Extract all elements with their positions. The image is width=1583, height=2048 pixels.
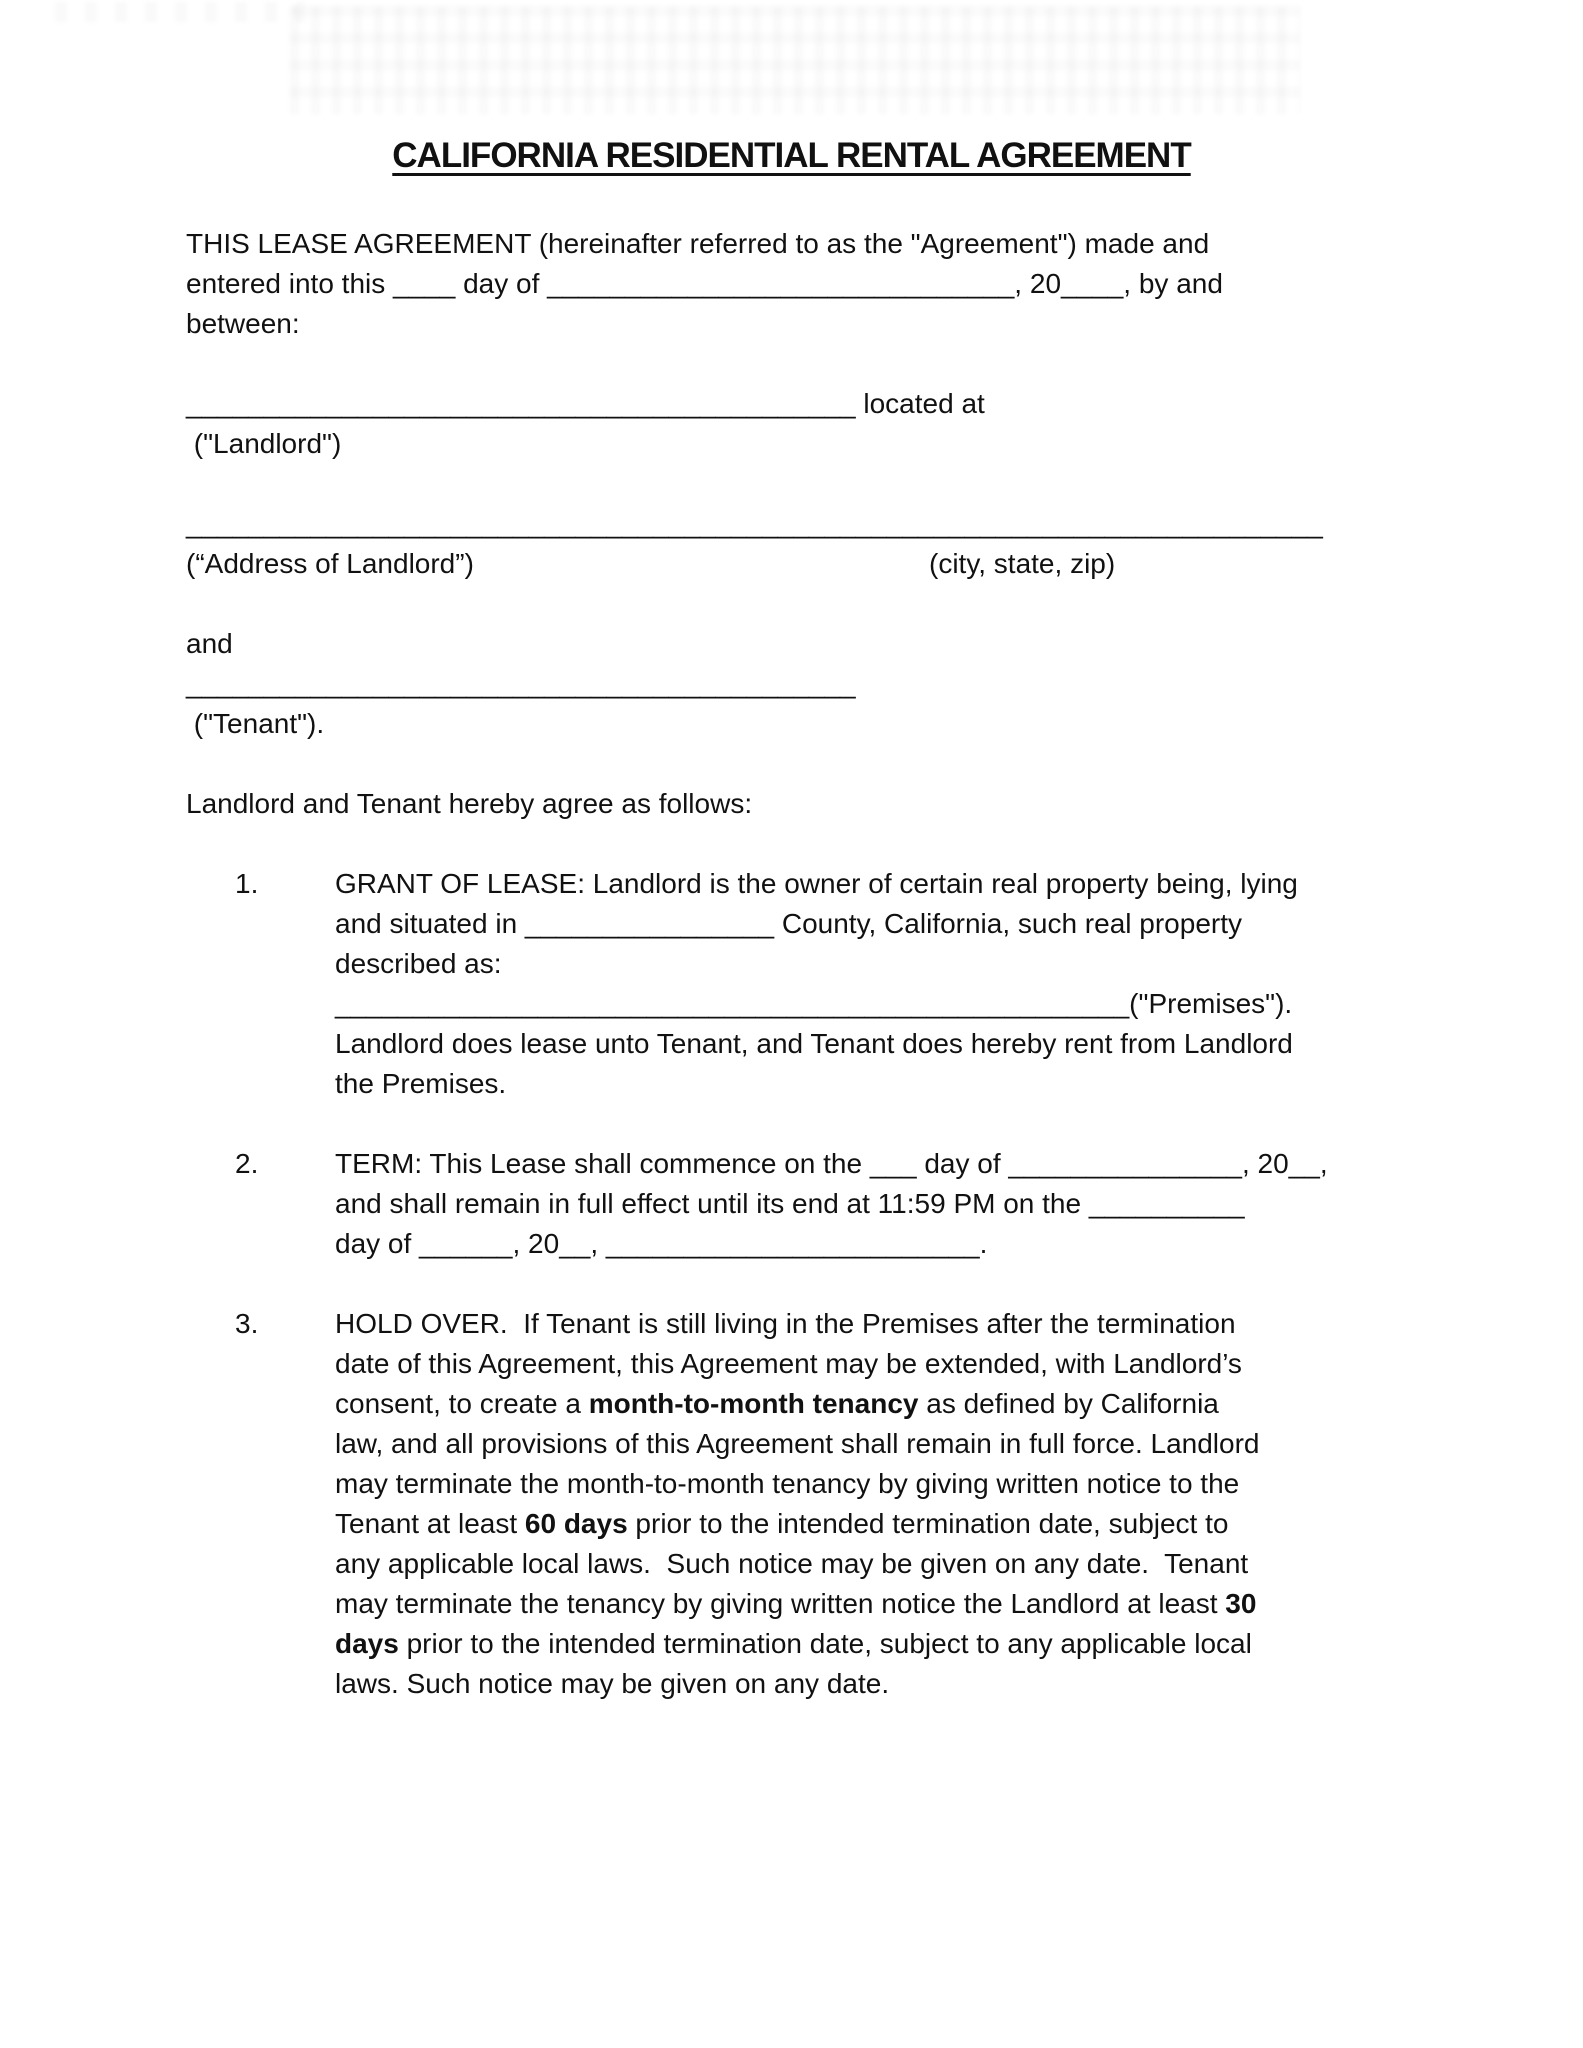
text-segment: HOLD OVER. If Tenant is still living in the Premises after the termination bbox=[335, 1308, 1236, 1339]
text-segment: and situated in ________________ County, California, such real property bbox=[335, 908, 1242, 939]
landlord-name-section bbox=[186, 384, 1583, 464]
document-title: CALIFORNIA RESIDENTIAL RENTAL AGREEMENT bbox=[392, 136, 1191, 175]
text-segment: GRANT OF LEASE: Landlord is the owner of certain real property being, lying bbox=[335, 868, 1298, 899]
bold-text: 60 days bbox=[524, 1508, 628, 1539]
item-term bbox=[235, 1144, 1583, 1264]
doc-line bbox=[335, 984, 1298, 1024]
doc-line bbox=[335, 1384, 1260, 1424]
doc-line bbox=[186, 784, 1583, 824]
doc-line bbox=[335, 1064, 1298, 1104]
text-segment: ___________________________________________ bbox=[186, 668, 856, 699]
item-number: 3. bbox=[235, 1308, 259, 1339]
doc-line bbox=[335, 1344, 1260, 1384]
landlord-address-section bbox=[186, 504, 1583, 584]
bold-text: days bbox=[335, 1628, 399, 1659]
scan-artifact-corner bbox=[55, 2, 305, 22]
text-segment: law, and all provisions of this Agreement shall remain in full force. Landlord bbox=[335, 1428, 1260, 1459]
text-segment: between: bbox=[186, 308, 300, 339]
text-segment: any applicable local laws. Such notice may be given on any date. Tenant bbox=[335, 1548, 1249, 1579]
agreement-clause-lead-in bbox=[186, 784, 1583, 824]
text-segment: and bbox=[186, 628, 233, 659]
doc-line bbox=[335, 1144, 1328, 1184]
text-segment: prior to the intended termination date, subject to bbox=[627, 1508, 1229, 1539]
doc-line bbox=[186, 424, 1583, 464]
text-segment: day of ______, 20__, ________________________. bbox=[335, 1228, 988, 1259]
tenant-name-section bbox=[186, 624, 1583, 744]
text-segment: Tenant at least bbox=[335, 1508, 525, 1539]
doc-line bbox=[335, 1544, 1260, 1584]
doc-line bbox=[335, 1584, 1260, 1624]
item-grant-of-lease bbox=[235, 864, 1583, 1104]
text-segment: laws. Such notice may be given on any date. bbox=[335, 1668, 890, 1699]
scan-artifact-watermark bbox=[290, 6, 1300, 114]
bold-text: 30 bbox=[1225, 1588, 1257, 1619]
doc-line bbox=[186, 504, 1583, 544]
text-segment: ___________________________________________________("Premises"). bbox=[335, 988, 1293, 1019]
doc-line bbox=[335, 1304, 1260, 1344]
intro-paragraph bbox=[186, 224, 1583, 344]
bold-text: month-to-month tenancy bbox=[588, 1388, 919, 1419]
doc-line bbox=[335, 1424, 1260, 1464]
text-segment: may terminate the month-to-month tenancy by giving written notice to the bbox=[335, 1468, 1240, 1499]
text-segment: ("Landlord") bbox=[186, 428, 342, 459]
text-segment: _________________________________________________________________________ bbox=[186, 508, 1323, 539]
doc-line bbox=[186, 664, 1583, 704]
text-segment: entered into this ____ day of ______________________________, 20____, by and bbox=[186, 268, 1223, 299]
doc-line bbox=[186, 304, 1583, 344]
doc-line bbox=[186, 624, 1583, 664]
text-segment: prior to the intended termination date, subject to any applicable local bbox=[398, 1628, 1252, 1659]
doc-line bbox=[335, 904, 1298, 944]
text-segment: THIS LEASE AGREEMENT (hereinafter referred to as the "Agreement") made and bbox=[186, 228, 1210, 259]
doc-line bbox=[335, 1184, 1328, 1224]
doc-line bbox=[335, 1464, 1260, 1504]
text-segment: ___________________________________________ located at bbox=[186, 388, 985, 419]
doc-line bbox=[186, 544, 1583, 584]
text-segment: (city, state, zip) bbox=[929, 548, 1116, 579]
doc-line bbox=[186, 224, 1583, 264]
text-segment: ("Tenant"). bbox=[186, 708, 325, 739]
text-segment: and shall remain in full effect until its end at 11:59 PM on the __________ bbox=[335, 1188, 1245, 1219]
text-segment: as defined by California bbox=[918, 1388, 1219, 1419]
item-text bbox=[335, 864, 1298, 1104]
item-text bbox=[335, 1304, 1260, 1704]
item-number: 2. bbox=[235, 1148, 259, 1179]
document-body bbox=[186, 224, 1583, 1704]
text-segment: described as: bbox=[335, 948, 502, 979]
text-segment: date of this Agreement, this Agreement may be extended, with Landlord’s bbox=[335, 1348, 1242, 1379]
item-hold-over bbox=[235, 1304, 1583, 1704]
doc-line bbox=[335, 1224, 1328, 1264]
text-segment: TERM: This Lease shall commence on the ___ day of _______________, 20__, bbox=[335, 1148, 1328, 1179]
doc-line bbox=[186, 704, 1583, 744]
item-number: 1. bbox=[235, 868, 259, 899]
doc-line bbox=[335, 1504, 1260, 1544]
text-segment: (“Address of Landlord”) bbox=[186, 548, 474, 579]
text-segment: Landlord does lease unto Tenant, and Tenant does hereby rent from Landlord bbox=[335, 1028, 1293, 1059]
text-segment: the Premises. bbox=[335, 1068, 507, 1099]
item-text bbox=[335, 1144, 1328, 1264]
text-segment: Landlord and Tenant hereby agree as follows: bbox=[186, 788, 753, 819]
doc-line bbox=[335, 1624, 1260, 1664]
doc-line bbox=[186, 384, 1583, 424]
text-segment: consent, to create a bbox=[335, 1388, 589, 1419]
doc-line bbox=[335, 944, 1298, 984]
doc-line bbox=[335, 1664, 1260, 1704]
text-segment: may terminate the tenancy by giving written notice the Landlord at least bbox=[335, 1588, 1226, 1619]
doc-line bbox=[335, 1024, 1298, 1064]
doc-line bbox=[335, 864, 1298, 904]
doc-line bbox=[186, 264, 1583, 304]
